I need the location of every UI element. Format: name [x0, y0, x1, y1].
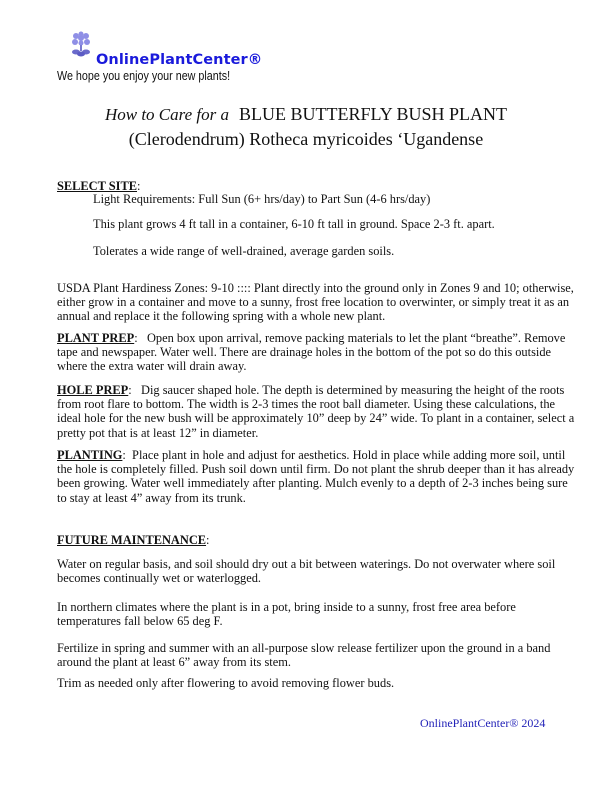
light-requirements: Light Requirements: Full Sun (6+ hrs/day) to Part Sun (4-6 hrs/day) — [93, 192, 431, 206]
trim-text: Trim as needed only after flowering to avoid removing flower buds. — [57, 676, 395, 690]
fertilize-text: Fertilize in spring and summer with an all-purpose slow release fertilizer upon the ground in a band around the plant at least 6” away from its stem. — [57, 641, 551, 670]
hardiness-zones: USDA Plant Hardiness Zones: 9-10 :::: Plant directly into the ground only in Zones 9 and 10; otherwise, either grow in a container and move to a sunny, frost free location to overwinter, or simply treat it as an annual and replace it the following spring with a whole new plant. — [57, 281, 574, 324]
botanical-name: (Clerodendrum) Rotheca myricoides ‘Ugandense — [128, 129, 484, 149]
title-lead: How to Care for a — [104, 105, 229, 124]
hole-prep-section: HOLE PREP: Dig saucer shaped hole. The depth is determined by measuring the height of the roots from root flare to bottom. The width is 2-3 times the root ball diameter. Using these calculations, the ideal hole for the new bush will be approximately 10” deep by 24” wide. To plant in a container, select a pretty pot that is at least 12” in diameter. — [57, 383, 575, 440]
planting-heading: PLANTING — [57, 448, 123, 462]
page-title — [0, 104, 612, 125]
plant-prep-heading: PLANT PREP — [57, 331, 135, 345]
plant-prep-text: Open box upon arrival, remove packing materials to let the plant “breathe”. Remove tape and newspaper. Water well. There are drainage holes in the bottom of the pot so do this outside where the extra water will drain away. — [57, 331, 566, 374]
plant-size: This plant grows 4 ft tall in a container, 6-10 ft tall in ground. Space 2-3 ft. apart. — [93, 217, 495, 231]
planting-section: PLANTING: Place plant in hole and adjust for aesthetics. Hold in place while adding more soil, until the hole is completely filled. Push soil down until firm. Do not plant the shrub deeper than it has already been growing. Water well immediately after planting. Mulch evenly to a depth of 2-3 inches being sure to stay at least 4” away from its trunk. — [57, 448, 575, 505]
hole-prep-text: Dig saucer shaped hole. The depth is determined by measuring the height of the roots from root flare to bottom. The width is 2-3 times the root ball diameter. Using these calculations, the ideal hole for the new bush will be approximately 10” deep by 24” wide. To plant in a container, select a pretty pot that is at least 12” in diameter. — [57, 383, 575, 440]
logo-icon — [68, 30, 94, 58]
footer-copyright: OnlinePlantCenter® 2024 — [420, 716, 546, 730]
watering-text: Water on regular basis, and soil should dry out a bit between waterings. Do not overwater where soil becomes continually wet or waterlogged. — [57, 557, 556, 586]
brand-name: OnlinePlantCenter® — [96, 52, 263, 68]
future-maintenance-heading: FUTURE MAINTENANCE: — [57, 533, 210, 547]
plant-prep-section: PLANT PREP: Open box upon arrival, remove packing materials to let the plant “breathe”. Remove tape and newspaper. Water well. There are drainage holes in the bottom of the pot so do this outside where the extra water will drain away. — [57, 331, 566, 374]
northern-climates-text: In northern climates where the plant is in a pot, bring inside to a sunny, frost free area before temperatures fall below 65 deg F. — [57, 600, 516, 629]
tagline: We hope you enjoy your new plants! — [57, 69, 231, 83]
hole-prep-heading: HOLE PREP — [57, 383, 129, 397]
select-site-heading: SELECT SITE: — [57, 179, 141, 193]
soil-tolerance: Tolerates a wide range of well-drained, average garden soils. — [93, 244, 395, 258]
planting-text: Place plant in hole and adjust for aesthetics. Hold in place while adding more soil, until the hole is completely filled. Push soil down until firm. Do not plant the shrub deeper than it has already been growing. Water well immediately after planting. Mulch evenly to a depth of 2-3 inches being sure to stay at least 4” away from its trunk. — [57, 448, 575, 505]
plant-name: BLUE BUTTERFLY BUSH PLANT — [239, 104, 508, 124]
